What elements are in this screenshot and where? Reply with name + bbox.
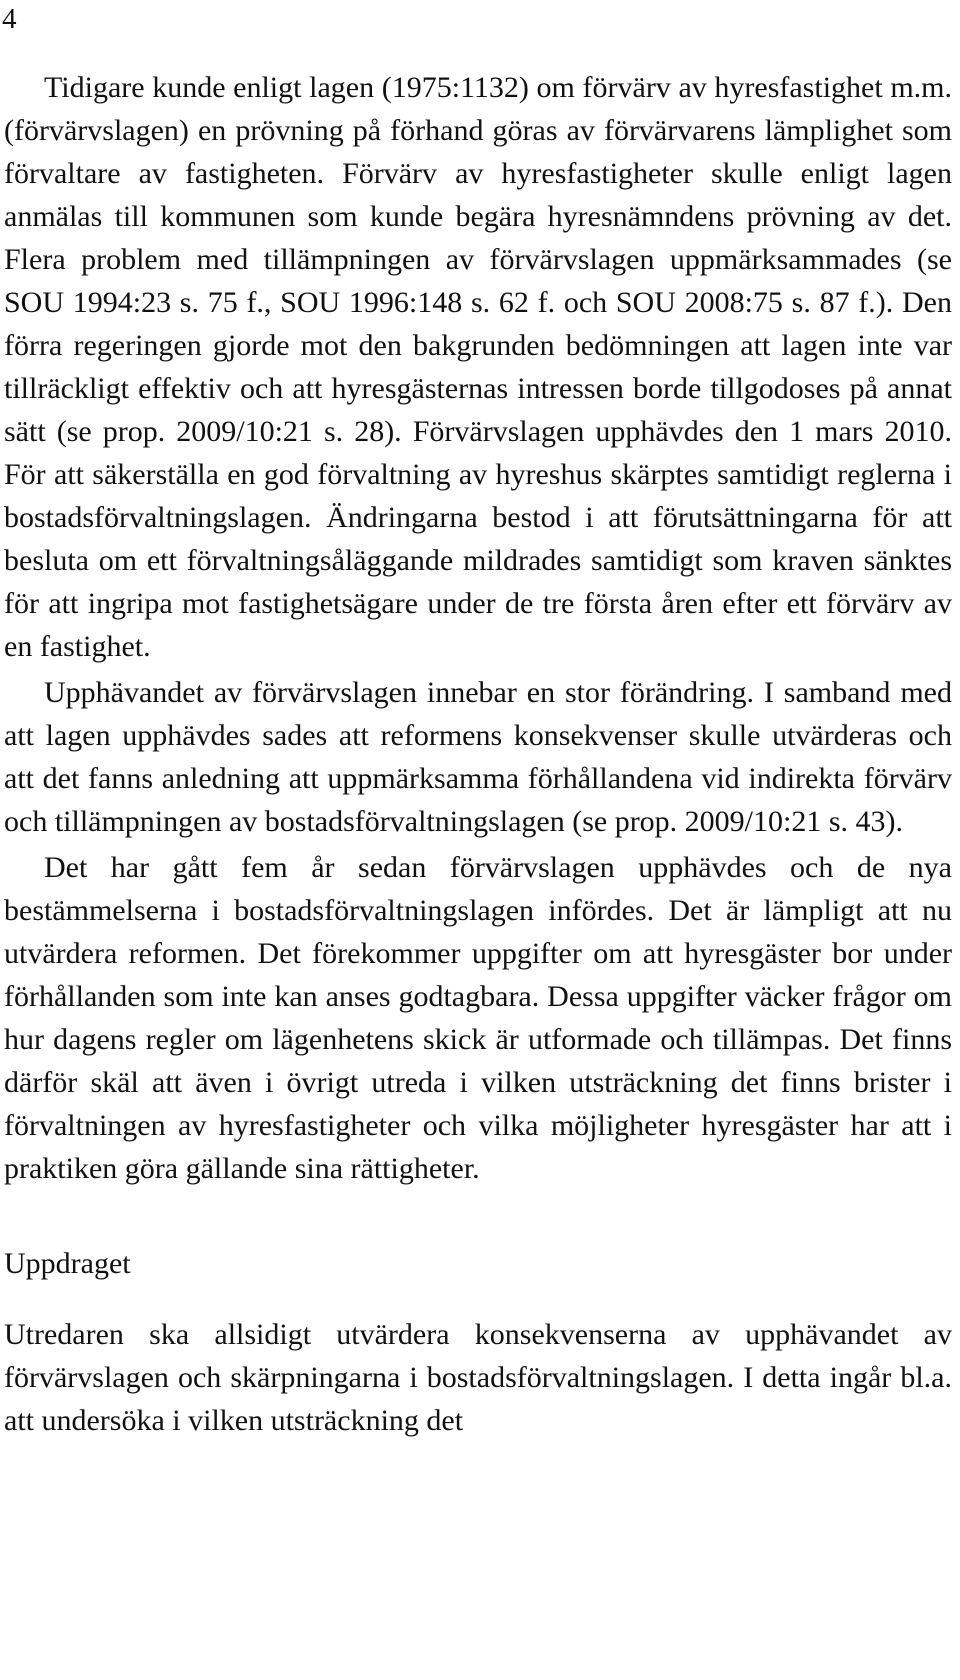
section-heading: Uppdraget [4, 1247, 131, 1280]
paragraph-evaluation: Det har gått fem år sedan förvärvslagen upphävdes och de nya bestämmelserna i bostadsförvaltningslagen infördes. Det är lämpligt att nu utvärdera reformen. Det förekommer uppgifter om att hyresgäster bor under förhållanden som inte kan anses godtagbara. Dessa uppgifter väcker frågor om hur dagens regler om lägenhetens skick är utformade och tillämpas. Det finns därför skäl att även i övrigt utreda i vilken utsträckning det finns brister i förvaltningen av hyresfastigheter och vilka möjligheter hyresgäster har att i praktiken göra gällande sina rättigheter. [4, 851, 952, 1185]
paragraph-repeal: Upphävandet av förvärvslagen innebar en stor förändring. I samband med att lagen upphävdes sades att reformens konsekvenser skulle utvärderas och att det fanns anledning att uppmärksamma förhållandena vid indirekta förvärv och tillämpningen av bostadsförvaltningslagen (se prop. 2009/10:21 s. 43). [4, 676, 952, 838]
paragraph-assignment: Utredaren ska allsidigt utvärdera konsekvenserna av upphävandet av förvärvslagen och skärpningarna i bostadsförvaltningslagen. I detta ingår bl.a. att undersöka i vilken utsträckning det [4, 1318, 952, 1437]
page-number: 4 [2, 3, 17, 35]
paragraph-background: Tidigare kunde enligt lagen (1975:1132) om förvärv av hyresfastighet m.m. (förvärvslagen) en prövning på förhand göras av förvärvarens lämplighet som förvaltare av fastigheten. Förvärv av hyresfastigheter skulle enligt lagen anmälas till kommunen som kunde begära hyresnämndens prövning av det. Flera problem med tillämpningen av förvärvslagen uppmärksammades (se SOU 1994:23 s. 75 f., SOU 1996:148 s. 62 f. och SOU 2008:75 s. 87 f.). Den förra regeringen gjorde mot den bakgrunden bedömningen att lagen inte var tillräckligt effektiv och att hyresgästernas intressen borde tillgodoses på annat sätt (se prop. 2009/10:21 s. 28). Förvärvslagen upphävdes den 1 mars 2010. För att säkerställa en god förvaltning av hyreshus skärptes samtidigt reglerna i bostadsförvaltningslagen. Ändringarna bestod i att förutsättningarna för att besluta om ett förvaltningsåläggande mildrades samtidigt som kraven sänktes för att ingripa mot fastighetsägare under de tre första åren efter ett förvärv av en fastighet. [4, 71, 952, 663]
document-body [4, 66, 952, 1442]
